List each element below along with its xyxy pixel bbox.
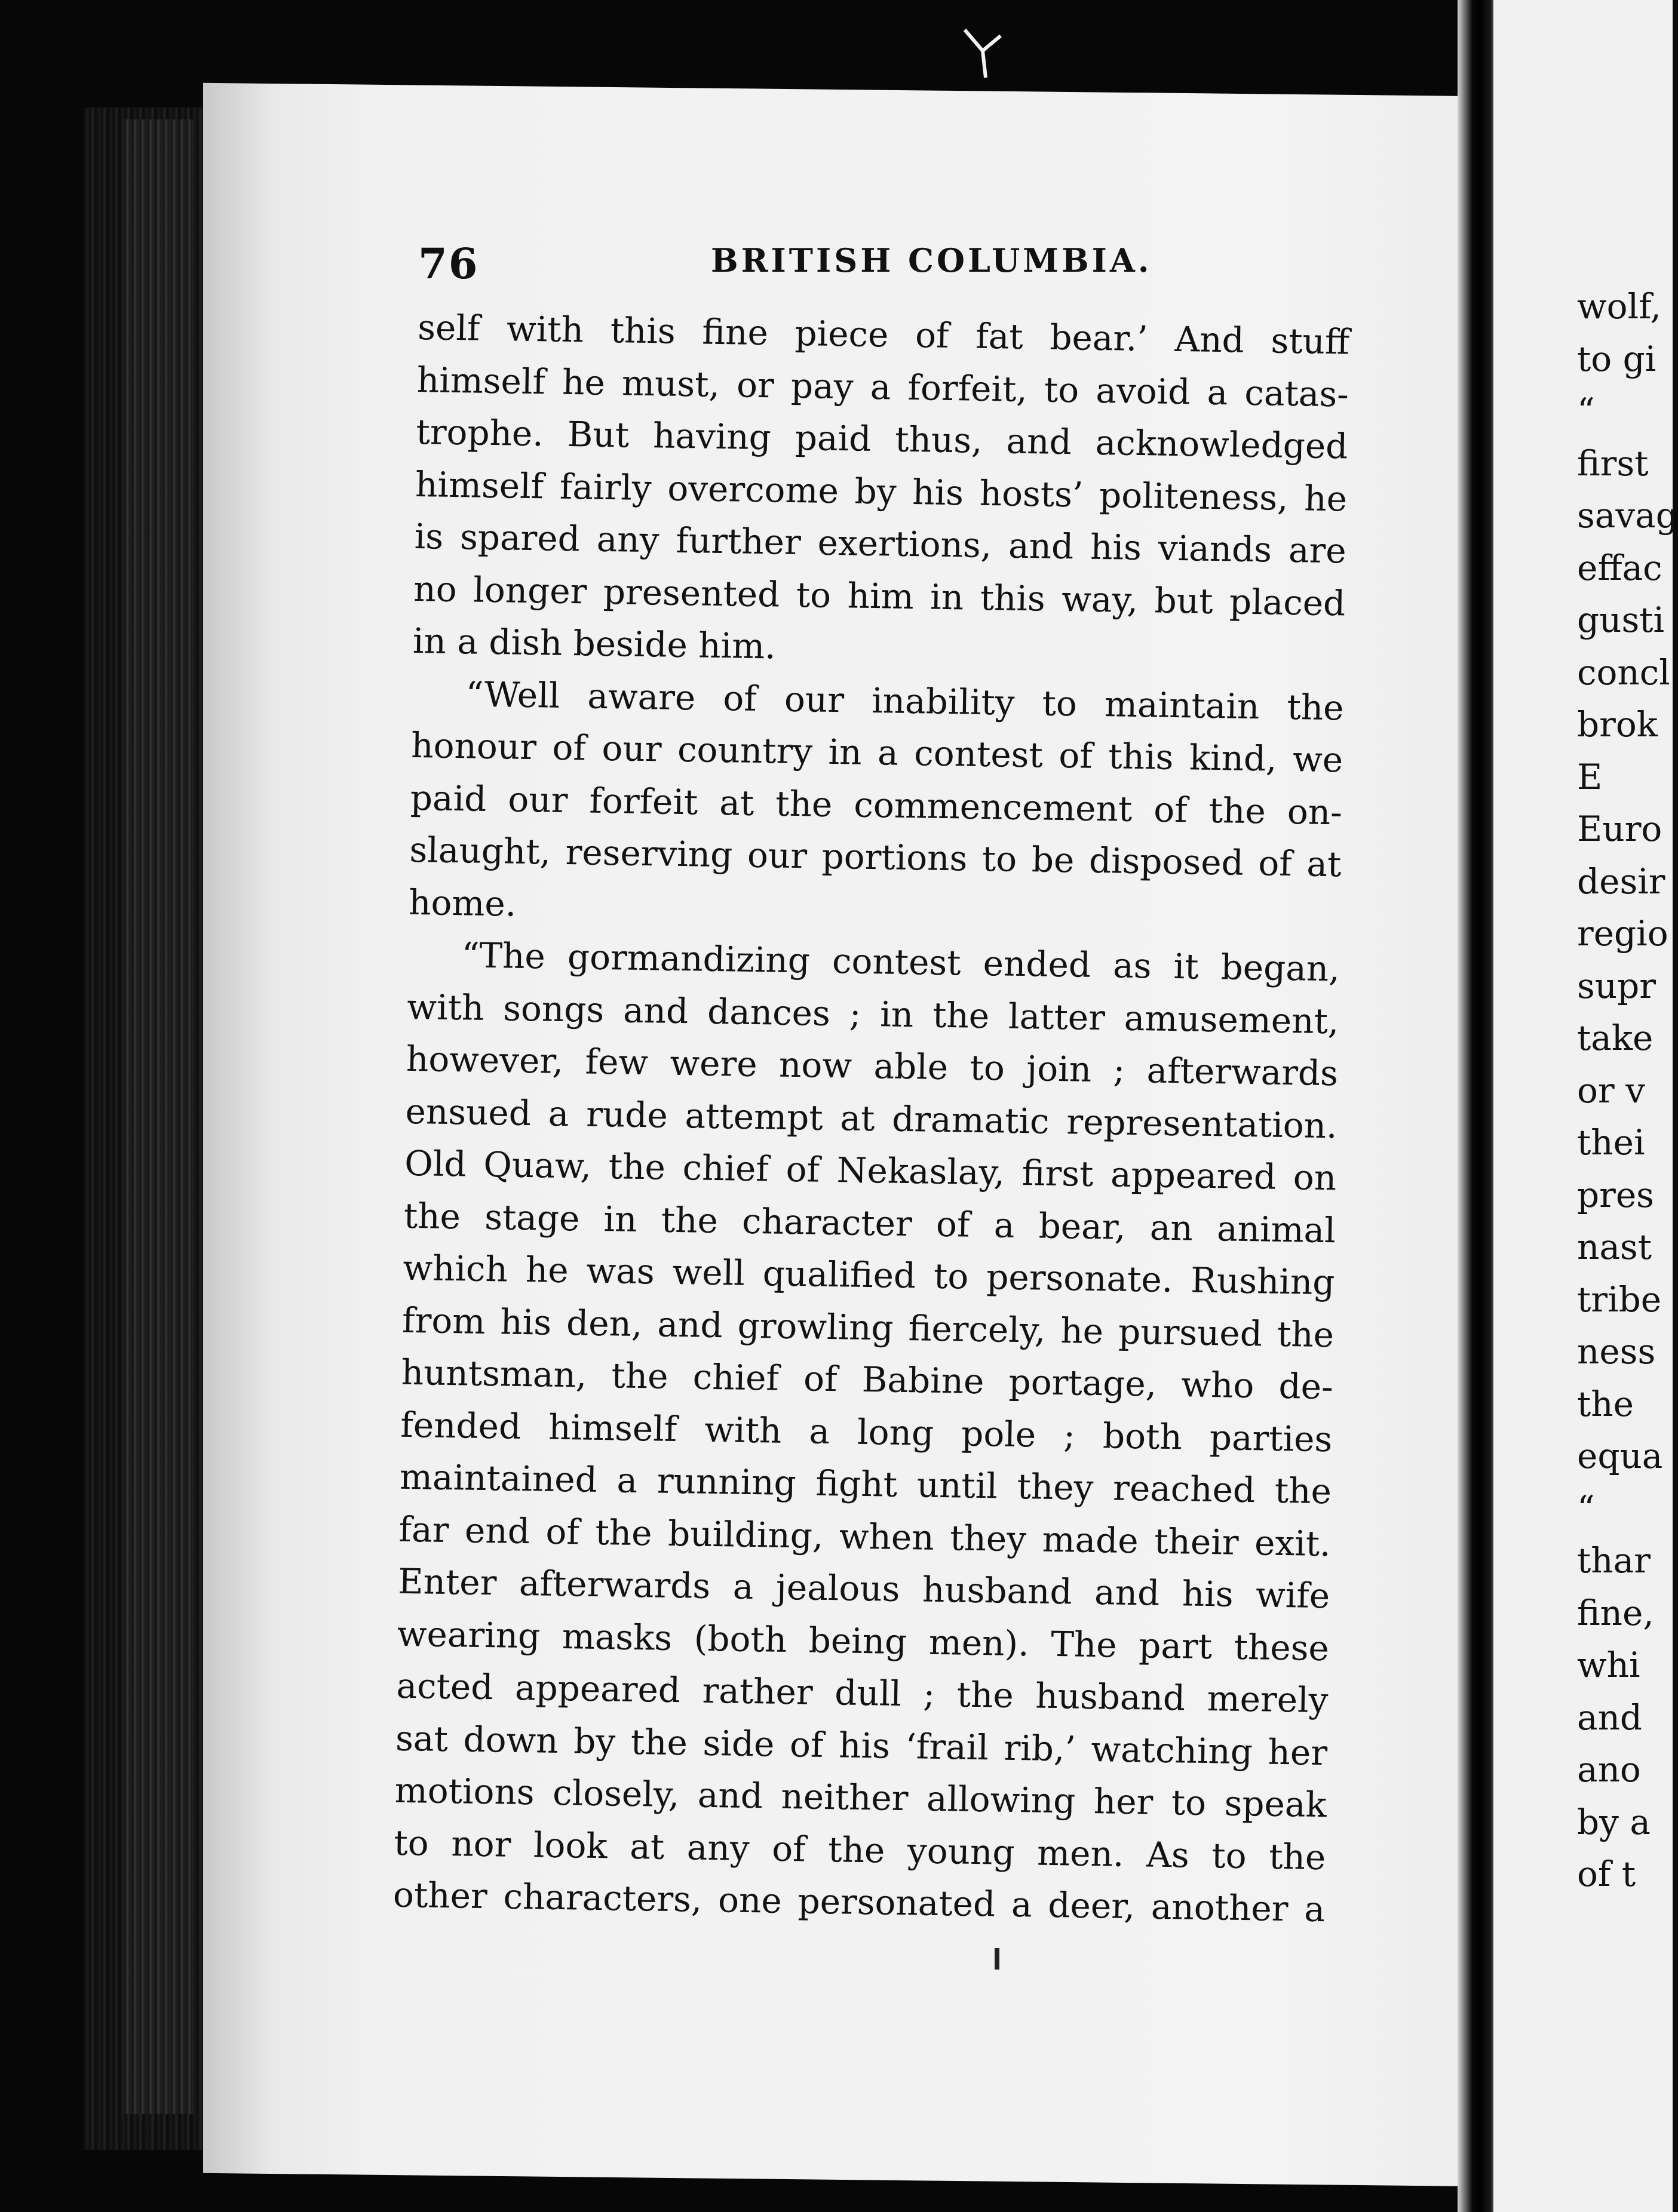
text-line: himself fairly overcome by his hosts’ politeness, he: [415, 463, 1348, 519]
right-page-line: E: [1577, 756, 1603, 797]
text-line: self with this fine piece of fat bear.’ And stuff: [417, 306, 1350, 362]
text-line: wearing masks (both being men). The part these: [397, 1613, 1330, 1669]
text-line: paid our forfeit at the commencement of the on-: [410, 777, 1343, 832]
page-header: [418, 239, 1254, 287]
text-line: “Well aware of our inability to maintain the: [465, 673, 1345, 728]
text-line: home.: [408, 881, 517, 924]
text-line: is spared any further exertions, and his viands are: [414, 515, 1347, 572]
right-page-line: equa: [1577, 1436, 1663, 1476]
text-line: to nor look at any of the young men. As to the: [393, 1822, 1326, 1878]
text-line: “The gormandizing contest ended as it began,: [461, 935, 1340, 990]
right-page-line: by a: [1577, 1801, 1651, 1842]
right-page-line: tribe: [1577, 1279, 1662, 1320]
right-page-line: take: [1577, 1018, 1654, 1058]
right-page-line: regio: [1577, 913, 1668, 954]
right-page-line: wolf,: [1577, 286, 1661, 327]
text-line: Old Quaw, the chief of Nekaslay, first appeared on: [404, 1142, 1337, 1199]
right-page-line: gusti: [1577, 600, 1665, 640]
body-text: [392, 302, 1349, 1936]
paper-fold-mark: [959, 24, 1007, 84]
text-line: far end of the building, when they made their exit.: [398, 1509, 1332, 1564]
text-line: fended himself with a long pole ; both parties: [400, 1404, 1333, 1460]
text-line: Enter afterwards a jealous husband and his wife: [397, 1560, 1330, 1617]
text-line: however, few were now able to join ; afterwards: [406, 1038, 1339, 1094]
text-line: ensued a rude attempt at dramatic representation.: [405, 1090, 1338, 1146]
ink-mark: [995, 1948, 999, 1970]
right-page-line: savag: [1577, 495, 1678, 536]
right-page-line: thar: [1577, 1540, 1651, 1581]
page-number: 76: [418, 239, 479, 288]
text-line: motions closely, and neither allowing her to speak: [394, 1769, 1327, 1826]
right-page-line: pres: [1577, 1174, 1654, 1215]
text-line: himself he must, or pay a forfeit, to avoid a catas-: [416, 359, 1349, 414]
text-line: no longer presented to him in this way, but placed: [413, 568, 1346, 623]
text-line: sat down by the side of his ‘frail rib,’ watching her: [395, 1718, 1328, 1773]
text-line: which he was well qualified to personate. Rushing: [403, 1247, 1335, 1303]
text-line: honour of our country in a contest of this kind, we: [410, 724, 1343, 781]
right-page-text: [1577, 281, 1678, 1901]
text-line: huntsman, the chief of Babine portage, who de-: [401, 1351, 1334, 1408]
right-page-line: thei: [1577, 1122, 1645, 1163]
right-page-line: ano: [1577, 1749, 1641, 1790]
book-binding-shadow: [122, 119, 194, 2114]
right-page-line: first: [1577, 443, 1649, 484]
right-page-line: and: [1577, 1697, 1643, 1738]
text-line: with songs and dances ; in the latter amusement,: [406, 986, 1339, 1042]
right-page-line: “: [1577, 1488, 1595, 1529]
right-page-line: desir: [1577, 861, 1665, 902]
right-page-line: the: [1577, 1383, 1634, 1424]
right-page-line: concl: [1577, 652, 1670, 693]
right-page-line: or v: [1577, 1070, 1645, 1111]
right-page-line: to gi: [1577, 338, 1656, 379]
text-line: slaught, reserving our portions to be disposed of at: [409, 829, 1342, 885]
right-page-line: fine,: [1577, 1592, 1654, 1633]
text-line: trophe. But having paid thus, and acknowledged: [416, 411, 1348, 467]
right-page-line: brok: [1577, 704, 1658, 745]
text-line: other characters, one personated a deer, another a: [392, 1874, 1326, 1930]
right-page-line: “: [1577, 391, 1595, 431]
text-line: acted appeared rather dull ; the husband merely: [396, 1665, 1329, 1721]
text-line: the stage in the character of a bear, an animal: [403, 1195, 1336, 1251]
text-line: in a dish beside him.: [412, 620, 777, 667]
right-page-line: ness: [1577, 1331, 1656, 1372]
right-page-line: nast: [1577, 1227, 1652, 1267]
right-page-line: whi: [1577, 1645, 1640, 1685]
right-page-line: of t: [1577, 1854, 1636, 1894]
right-page-line: Euro: [1577, 809, 1662, 849]
running-head: BRITISH COLUMBIA.: [711, 241, 1152, 279]
text-line: maintained a running fight until they reached the: [399, 1456, 1332, 1512]
right-page-line: supr: [1577, 965, 1656, 1006]
right-page-line: effac: [1577, 547, 1662, 588]
text-line: from his den, and growling fiercely, he pursued the: [401, 1299, 1335, 1355]
